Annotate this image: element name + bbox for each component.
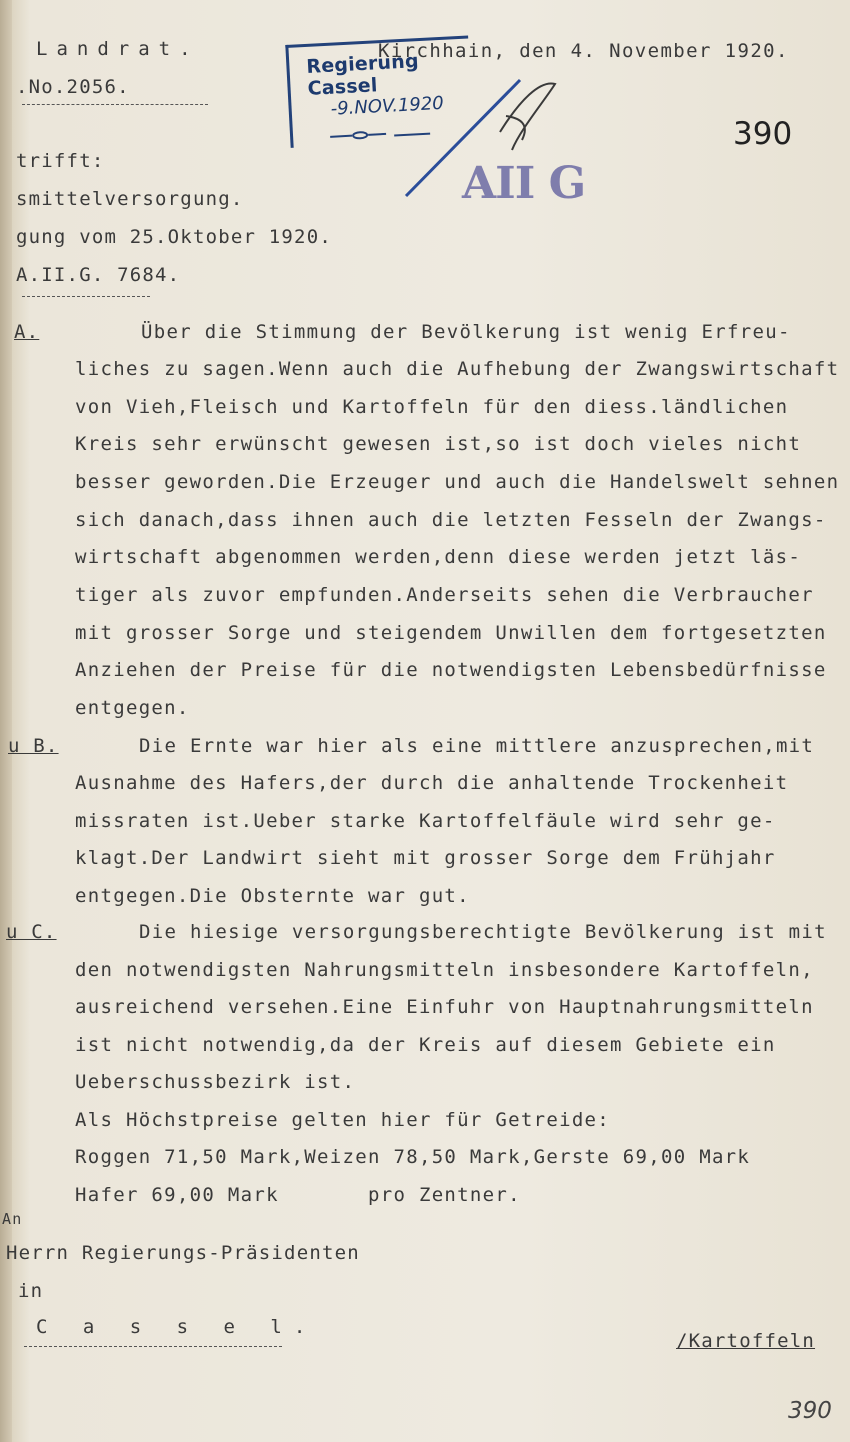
section-a-line: Kreis sehr erwünscht gewesen ist,so ist doch vieles nicht [75,433,802,455]
section-c-line: ist nicht notwendig,da der Kreis auf diesem Gebiete ein [75,1034,776,1056]
stamp-authority: Regierung Cassel [305,50,420,100]
section-c-line: ausreichend versehen.Eine Einfuhr von Hauptnahrungsmitteln [75,996,814,1018]
section-a-line: Über die Stimmung der Bevölkerung ist wenig Erfreu- [141,321,791,343]
stamp-date: -9.NOV.1920 [330,92,445,120]
section-b-line: entgegen.Die Obsternte war gut. [75,885,470,907]
address-in: in [18,1280,44,1302]
divider [24,1346,282,1347]
section-label: u C. [6,921,57,943]
address-city: C a s s e l. [36,1316,318,1338]
section-a-line: liches zu sagen.Wenn auch die Aufhebung der Zwangswirtschaft [75,358,840,380]
document-number: .No.2056. [16,76,130,98]
section-c-line: Die hiesige versorgungsberechtigte Bevölkerung ist mit [139,921,827,943]
subject-reference: A.II.G. 7684. [16,264,181,286]
pen-strokes [0,0,850,300]
section-c-line: Ueberschussbezirk ist. [75,1071,356,1093]
section-b-line: Ausnahme des Hafers,der durch die anhaltende Trockenheit [75,772,789,794]
address-recipient: Herrn Regierungs-Präsidenten [6,1242,360,1264]
section-a-line: entgegen. [75,697,190,719]
section-a-line: sich danach,dass ihnen auch die letzten Fesseln der Zwangs- [75,509,827,531]
section-label: u B. [8,735,59,757]
section-a-line: besser geworden.Die Erzeuger und auch die Handelswelt sehnen [75,471,840,493]
price-line: Hafer 69,00 Mark pro Zentner. [75,1184,521,1206]
page-number: 390 [733,116,793,152]
address-an: An [2,1210,23,1228]
section-b-line: missraten ist.Ueber starke Kartoffelfäule wird sehr ge- [75,810,776,832]
section-a-line: mit grosser Sorge und steigendem Unwillen dem fortgesetzten [75,622,827,644]
section-label: A. [14,321,40,343]
price-line: Roggen 71,50 Mark,Weizen 78,50 Mark,Gerste 69,00 Mark [75,1146,751,1168]
section-a-line: von Vieh,Fleisch und Kartoffeln für den diess.ländlichen [75,396,789,418]
section-c-line: Als Höchstpreise gelten hier für Getreide: [75,1109,611,1131]
section-a-line: wirtschaft abgenommen werden,denn diese werden jetzt läs- [75,546,802,568]
section-c-line: den notwendigsten Nahrungsmitteln insbesondere Kartoffeln, [75,959,814,981]
subject-line: gung vom 25.Oktober 1920. [16,226,332,248]
blue-pencil-mark: AII G [462,158,586,209]
section-b-line: Die Ernte war hier als eine mittlere anzusprechen,mit [139,735,815,757]
subject-label: trifft: [16,150,105,172]
section-a-line: tiger als zuvor empfunden.Anderseits sehen die Verbraucher [75,584,814,606]
authority-heading: Landrat. [36,38,200,60]
section-a-line: Anziehen der Preise für die notwendigsten Lebensbedürfnisse [75,659,827,681]
section-b-line: klagt.Der Landwirt sieht mit grosser Sorge dem Frühjahr [75,847,776,869]
bottom-page-number: 390 [788,1398,832,1424]
subject-line: smittelversorgung. [16,188,244,210]
place-date: Kirchhain, den 4. November 1920. [378,40,789,62]
file-tag: /Kartoffeln [676,1330,816,1352]
